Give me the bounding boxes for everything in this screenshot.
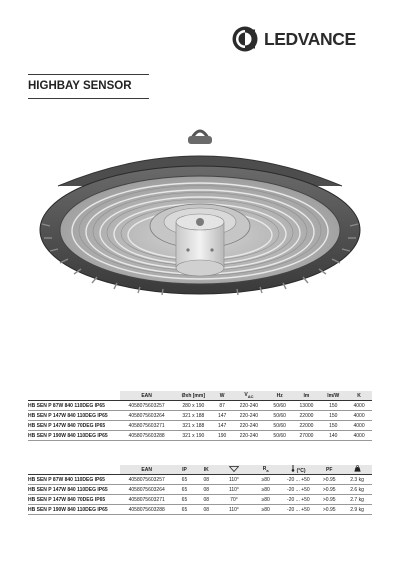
cell-lumen: 27000 bbox=[293, 431, 321, 441]
cell-ik: 08 bbox=[195, 475, 217, 485]
cell-dimensions: 321 x 188 bbox=[173, 421, 213, 431]
header-ean: EAN bbox=[120, 391, 174, 401]
cell-color-temp: 4000 bbox=[346, 411, 372, 421]
cell-lumen: 22000 bbox=[293, 411, 321, 421]
header-ik: IK bbox=[195, 465, 217, 475]
header-ra: $R_a$ bbox=[251, 465, 281, 475]
cell-product-name: HB SEN P 147W 840 70DEG IP65 bbox=[28, 421, 120, 431]
cell-hz: 50/60 bbox=[267, 421, 293, 431]
header-beam-angle bbox=[217, 465, 251, 475]
thermometer-icon bbox=[291, 465, 295, 472]
header-blank bbox=[28, 465, 120, 475]
cell-ip: 65 bbox=[174, 485, 196, 495]
cell-ip: 65 bbox=[174, 495, 196, 505]
cell-hz: 50/60 bbox=[267, 411, 293, 421]
cell-pf: >0.95 bbox=[316, 485, 342, 495]
cell-color-temp: 4000 bbox=[346, 431, 372, 441]
cell-weight: 2.3 kg bbox=[342, 475, 372, 485]
header-temp bbox=[280, 465, 316, 475]
beam-angle-icon bbox=[229, 466, 239, 472]
cell-color-temp: 4000 bbox=[346, 401, 372, 411]
cell-ra: ≥80 bbox=[251, 475, 281, 485]
cell-weight: 2.9 kg bbox=[342, 505, 372, 515]
header-lmw: lm/W bbox=[320, 391, 346, 401]
header-dimensions: Øxh [mm] bbox=[173, 391, 213, 401]
ledvance-logo-icon bbox=[232, 26, 258, 52]
table-row bbox=[28, 475, 372, 485]
cell-ean: 4058075603257 bbox=[120, 475, 174, 485]
header-weight bbox=[342, 465, 372, 475]
header-voltage bbox=[231, 391, 267, 401]
cell-watt: 190 bbox=[213, 431, 231, 441]
cell-voltage: 220-240 bbox=[231, 401, 267, 411]
cell-ip: 65 bbox=[174, 475, 196, 485]
title-rule-bottom bbox=[28, 98, 149, 99]
cell-product-name: HB SEN P 147W 840 110DEG IP65 bbox=[28, 411, 120, 421]
weight-icon bbox=[354, 465, 361, 472]
table-row bbox=[28, 495, 372, 505]
cell-beam-angle: 110° bbox=[217, 485, 251, 495]
cell-ean: 4058075603271 bbox=[120, 495, 174, 505]
cell-dimensions: 280 x 190 bbox=[173, 401, 213, 411]
cell-ra: ≥80 bbox=[251, 505, 281, 515]
cell-ra: ≥80 bbox=[251, 485, 281, 495]
cell-product-name: HB SEN P 147W 840 110DEG IP65 bbox=[28, 485, 120, 495]
cell-efficacy: 150 bbox=[320, 421, 346, 431]
cell-pf: >0.95 bbox=[316, 475, 342, 485]
header-voltage-unit: AC bbox=[247, 394, 254, 399]
cell-ean: 4058075603264 bbox=[120, 485, 174, 495]
cell-beam-angle: 110° bbox=[217, 505, 251, 515]
cell-weight: 2.7 kg bbox=[342, 495, 372, 505]
cell-dimensions: 321 x 190 bbox=[173, 431, 213, 441]
header-temp-label: (°C) bbox=[296, 468, 306, 474]
header-pf: PF bbox=[316, 465, 342, 475]
cell-temperature: -20 ... +50 bbox=[280, 475, 316, 485]
cell-hz: 50/60 bbox=[267, 431, 293, 441]
cell-pf: >0.95 bbox=[316, 495, 342, 505]
header-voltage-label: V bbox=[244, 392, 248, 398]
cell-pf: >0.95 bbox=[316, 505, 342, 515]
cell-product-name: HB SEN P 87W 840 110DEG IP65 bbox=[28, 475, 120, 485]
header-blank bbox=[28, 391, 120, 401]
brand-name: LEDVANCE bbox=[264, 28, 356, 49]
cell-ra: ≥80 bbox=[251, 495, 281, 505]
cell-voltage: 220-240 bbox=[231, 431, 267, 441]
table-row bbox=[28, 431, 372, 441]
header-ra-sub: a bbox=[266, 468, 269, 473]
table-row bbox=[28, 401, 372, 411]
cell-color-temp: 4000 bbox=[346, 421, 372, 431]
table-row bbox=[28, 421, 372, 431]
cell-voltage: 220-240 bbox=[231, 411, 267, 421]
cell-beam-angle: 70° bbox=[217, 495, 251, 505]
cell-watt: 147 bbox=[213, 411, 231, 421]
cell-weight: 2.6 kg bbox=[342, 485, 372, 495]
header-k: K bbox=[346, 391, 372, 401]
cell-watt: 87 bbox=[213, 401, 231, 411]
header-ean: EAN bbox=[120, 465, 174, 475]
table-row bbox=[28, 485, 372, 495]
cell-ean: 4058075603257 bbox=[120, 401, 174, 411]
header-lm: lm bbox=[293, 391, 321, 401]
header-watt: W bbox=[213, 391, 231, 401]
table-header-row bbox=[28, 465, 372, 475]
cell-ik: 08 bbox=[195, 495, 217, 505]
cell-product-name: HB SEN P 87W 840 110DEG IP65 bbox=[28, 401, 120, 411]
cell-voltage: 220-240 bbox=[231, 421, 267, 431]
cell-ean: 4058075603264 bbox=[120, 411, 174, 421]
cell-temperature: -20 ... +50 bbox=[280, 505, 316, 515]
title-rule-top bbox=[28, 74, 149, 75]
cell-ik: 08 bbox=[195, 505, 217, 515]
cell-hz: 50/60 bbox=[267, 401, 293, 411]
table-header-row bbox=[28, 391, 372, 401]
cell-dimensions: 321 x 188 bbox=[173, 411, 213, 421]
cell-product-name: HB SEN P 190W 840 110DEG IP65 bbox=[28, 431, 120, 441]
highbay-luminaire-image bbox=[28, 118, 372, 330]
cell-ean: 4058075603288 bbox=[120, 505, 174, 515]
header-hz: Hz bbox=[267, 391, 293, 401]
cell-ik: 08 bbox=[195, 485, 217, 495]
cell-beam-angle: 110° bbox=[217, 475, 251, 485]
cell-ip: 65 bbox=[174, 505, 196, 515]
cell-lumen: 13000 bbox=[293, 401, 321, 411]
cell-efficacy: 150 bbox=[320, 401, 346, 411]
cell-product-name: HB SEN P 190W 840 110DEG IP65 bbox=[28, 505, 120, 515]
cell-temperature: -20 ... +50 bbox=[280, 485, 316, 495]
specs-table-technical bbox=[28, 465, 372, 515]
cell-ean: 4058075603288 bbox=[120, 431, 174, 441]
page-title: HIGHBAY SENSOR bbox=[28, 80, 132, 92]
cell-efficacy: 140 bbox=[320, 431, 346, 441]
cell-efficacy: 150 bbox=[320, 411, 346, 421]
cell-watt: 147 bbox=[213, 421, 231, 431]
cell-ean: 4058075603271 bbox=[120, 421, 174, 431]
ledvance-logo bbox=[232, 26, 356, 52]
header-ip: IP bbox=[174, 465, 196, 475]
cell-product-name: HB SEN P 147W 840 70DEG IP65 bbox=[28, 495, 120, 505]
specs-table-electrical bbox=[28, 391, 372, 441]
table-row bbox=[28, 505, 372, 515]
cell-temperature: -20 ... +50 bbox=[280, 495, 316, 505]
cell-lumen: 22000 bbox=[293, 421, 321, 431]
table-row bbox=[28, 411, 372, 421]
